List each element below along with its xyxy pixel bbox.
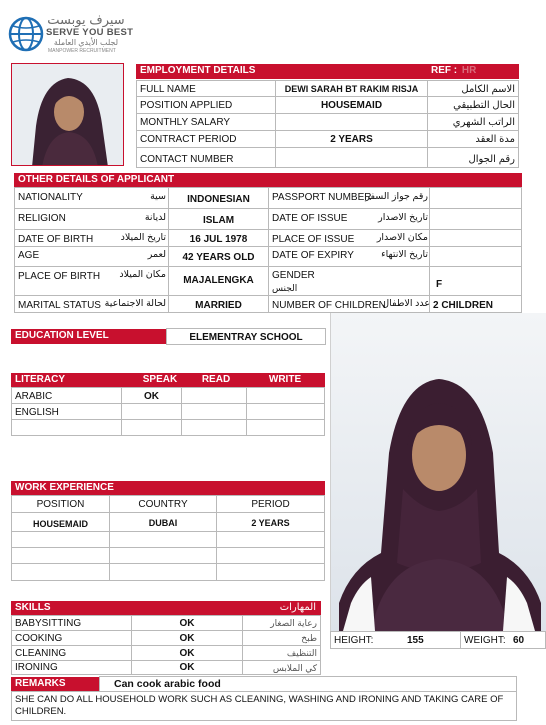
other-arabic: لديانة — [144, 212, 166, 223]
education-header-title: EDUCATION LEVEL — [15, 330, 109, 341]
employment-arabic: الاسم الكامل — [427, 80, 519, 97]
work-period — [216, 563, 325, 581]
other-value: MAJALENGKA — [168, 266, 269, 296]
logo-arabic-name: سيرف يوبست — [47, 12, 125, 27]
other-value — [429, 246, 522, 267]
skill-value: OK — [131, 660, 243, 675]
literacy-col-read: READ — [201, 374, 231, 385]
literacy-speak — [121, 403, 182, 420]
work-header-title: WORK EXPERIENCE — [15, 482, 114, 493]
employment-label: POSITION APPLIED — [136, 96, 276, 114]
literacy-speak — [121, 419, 182, 436]
other-value: 2 CHILDREN — [429, 295, 522, 313]
skill-arabic: طبخ — [242, 630, 321, 646]
literacy-col-speak: SPEAK — [142, 374, 178, 385]
literacy-language — [11, 419, 122, 436]
applicant-portrait — [12, 64, 124, 166]
applicant-photo-small — [11, 63, 124, 166]
other-arabic: مكان الاصدار — [376, 232, 428, 243]
height-value: 155 — [407, 635, 424, 646]
work-position — [11, 547, 110, 564]
other-arabic: مكان الميلاد — [119, 269, 166, 280]
employment-label: CONTACT NUMBER — [136, 147, 276, 168]
employment-value: HOUSEMAID — [275, 96, 428, 114]
employment-value: DEWI SARAH BT RAKIM RISJA — [275, 80, 428, 97]
other-label: NUMBER OF CHILDREN — [268, 295, 430, 313]
logo-arabic-sub: لجلب الأيدي العاملة — [53, 38, 119, 47]
skills-header-arabic: المهارات — [279, 602, 316, 613]
other-value: F — [429, 266, 522, 296]
other-label: NATIONALITY — [14, 187, 169, 209]
remarks-header — [11, 677, 99, 691]
work-col-period: PERIOD — [216, 495, 325, 513]
other-value: 42 YEARS OLD — [168, 246, 269, 267]
other-label — [268, 266, 430, 296]
skills-header — [11, 601, 321, 615]
other-label: AGE — [14, 246, 169, 267]
work-col-country: COUNTRY — [109, 495, 217, 513]
globe-logo-icon — [8, 16, 44, 52]
work-country: DUBAI — [109, 512, 217, 532]
weight-label: WEIGHT: — [464, 635, 506, 646]
literacy-language: ENGLISH — [11, 403, 122, 420]
employment-arabic: الراتب الشهري — [427, 113, 519, 131]
work-position — [11, 563, 110, 581]
work-country — [109, 547, 217, 564]
other-arabic: تاريخ الاصدار — [378, 212, 428, 223]
literacy-read — [181, 419, 247, 436]
skills-header-title: SKILLS — [15, 602, 51, 613]
skill-arabic: كي الملابس — [242, 660, 321, 675]
literacy-speak: OK — [121, 387, 182, 404]
education-header — [11, 329, 166, 344]
remarks-header-title: REMARKS — [15, 678, 66, 689]
employment-header-title: EMPLOYMENT DETAILS — [140, 65, 256, 76]
other-arabic: سية — [150, 191, 166, 202]
other-value — [429, 187, 522, 209]
other-value — [429, 229, 522, 247]
other-label: DATE OF ISSUE — [268, 208, 430, 230]
employment-label: FULL NAME — [136, 80, 276, 97]
other-label: PLACE OF BIRTH — [14, 266, 169, 296]
employment-label: MONTHLY SALARY — [136, 113, 276, 131]
other-label: MARITAL STATUS — [14, 295, 169, 313]
other-arabic: تاريخ الانتهاء — [381, 249, 428, 260]
employment-value — [275, 147, 428, 168]
work-country — [109, 531, 217, 548]
employment-arabic: رقم الجوال — [427, 147, 519, 168]
skill-arabic: التنظيف — [242, 645, 321, 661]
other-label: PLACE OF ISSUE — [268, 229, 430, 247]
other-arabic: لحالة الاجتماعية — [104, 298, 166, 309]
work-header — [11, 481, 325, 495]
skill-value: OK — [131, 645, 243, 661]
company-logo — [6, 12, 134, 56]
remarks-text: SHE CAN DO ALL HOUSEHOLD WORK SUCH AS CLEANING, WASHING AND IRONING AND TAKING CARE OF CHILDREN. — [11, 691, 517, 721]
literacy-write — [246, 419, 325, 436]
skill-arabic: رعاية الصغار — [242, 615, 321, 631]
literacy-col-write: WRITE — [268, 374, 302, 385]
other-label: RELIGION — [14, 208, 169, 230]
employment-value — [275, 113, 428, 131]
employment-header — [136, 64, 427, 79]
height-label: HEIGHT: — [334, 635, 374, 646]
ref-value: HR — [461, 65, 477, 76]
other-label: PASSPORT NUMBER — [268, 187, 430, 209]
other-label: DATE OF EXPIRY — [268, 246, 430, 267]
gender-label: GENDER — [272, 270, 315, 281]
remarks-title: Can cook arabic food — [99, 676, 517, 692]
employment-arabic: مدة العقد — [427, 130, 519, 148]
logo-name: SERVE YOU BEST — [46, 27, 134, 38]
education-value: ELEMENTRAY SCHOOL — [166, 328, 326, 345]
skill-label: IRONING — [11, 660, 132, 675]
literacy-language: ARABIC — [11, 387, 122, 404]
work-period: 2 YEARS — [216, 512, 325, 532]
other-details-header — [14, 173, 522, 187]
other-value: INDONESIAN — [168, 187, 269, 209]
logo-sub: MANPOWER RECRUITMENT — [48, 48, 116, 54]
literacy-header-title: LITERACY — [15, 374, 65, 385]
other-value — [429, 208, 522, 230]
skill-label: CLEANING — [11, 645, 132, 661]
other-arabic: رقم جواز السفر — [365, 191, 428, 202]
work-period — [216, 531, 325, 548]
literacy-write — [246, 387, 325, 404]
skill-value: OK — [131, 630, 243, 646]
literacy-write — [246, 403, 325, 420]
ref-box — [427, 64, 519, 79]
work-col-position: POSITION — [11, 495, 110, 513]
ref-label: REF : — [431, 65, 458, 76]
employment-label: CONTRACT PERIOD — [136, 130, 276, 148]
weight-value: 60 — [513, 635, 525, 646]
other-arabic: عدد الاطفال — [382, 298, 430, 309]
applicant-photo-large — [330, 313, 546, 631]
employment-value: 2 YEARS — [275, 130, 428, 148]
other-value: MARRIED — [168, 295, 269, 313]
skill-value: OK — [131, 615, 243, 631]
height-cell — [330, 631, 461, 649]
other-value: 16 JUL 1978 — [168, 229, 269, 247]
employment-arabic: الحال التطبيقي — [427, 96, 519, 114]
other-arabic: لعمر — [147, 249, 166, 260]
other-arabic: تاريخ الميلاد — [120, 232, 166, 243]
literacy-read — [181, 387, 247, 404]
literacy-read — [181, 403, 247, 420]
work-position — [11, 531, 110, 548]
weight-cell — [460, 631, 546, 649]
work-period — [216, 547, 325, 564]
work-position: HOUSEMAID — [11, 512, 110, 532]
literacy-header — [11, 373, 325, 387]
skill-label: BABYSITTING — [11, 615, 132, 631]
skill-label: COOKING — [11, 630, 132, 646]
gender-arabic: الجنس — [272, 283, 298, 293]
applicant-portrait — [331, 313, 546, 631]
other-value: ISLAM — [168, 208, 269, 230]
work-country — [109, 563, 217, 581]
other-details-title: OTHER DETAILS OF APPLICANT — [18, 174, 175, 185]
other-label: DATE OF BIRTH — [14, 229, 169, 247]
